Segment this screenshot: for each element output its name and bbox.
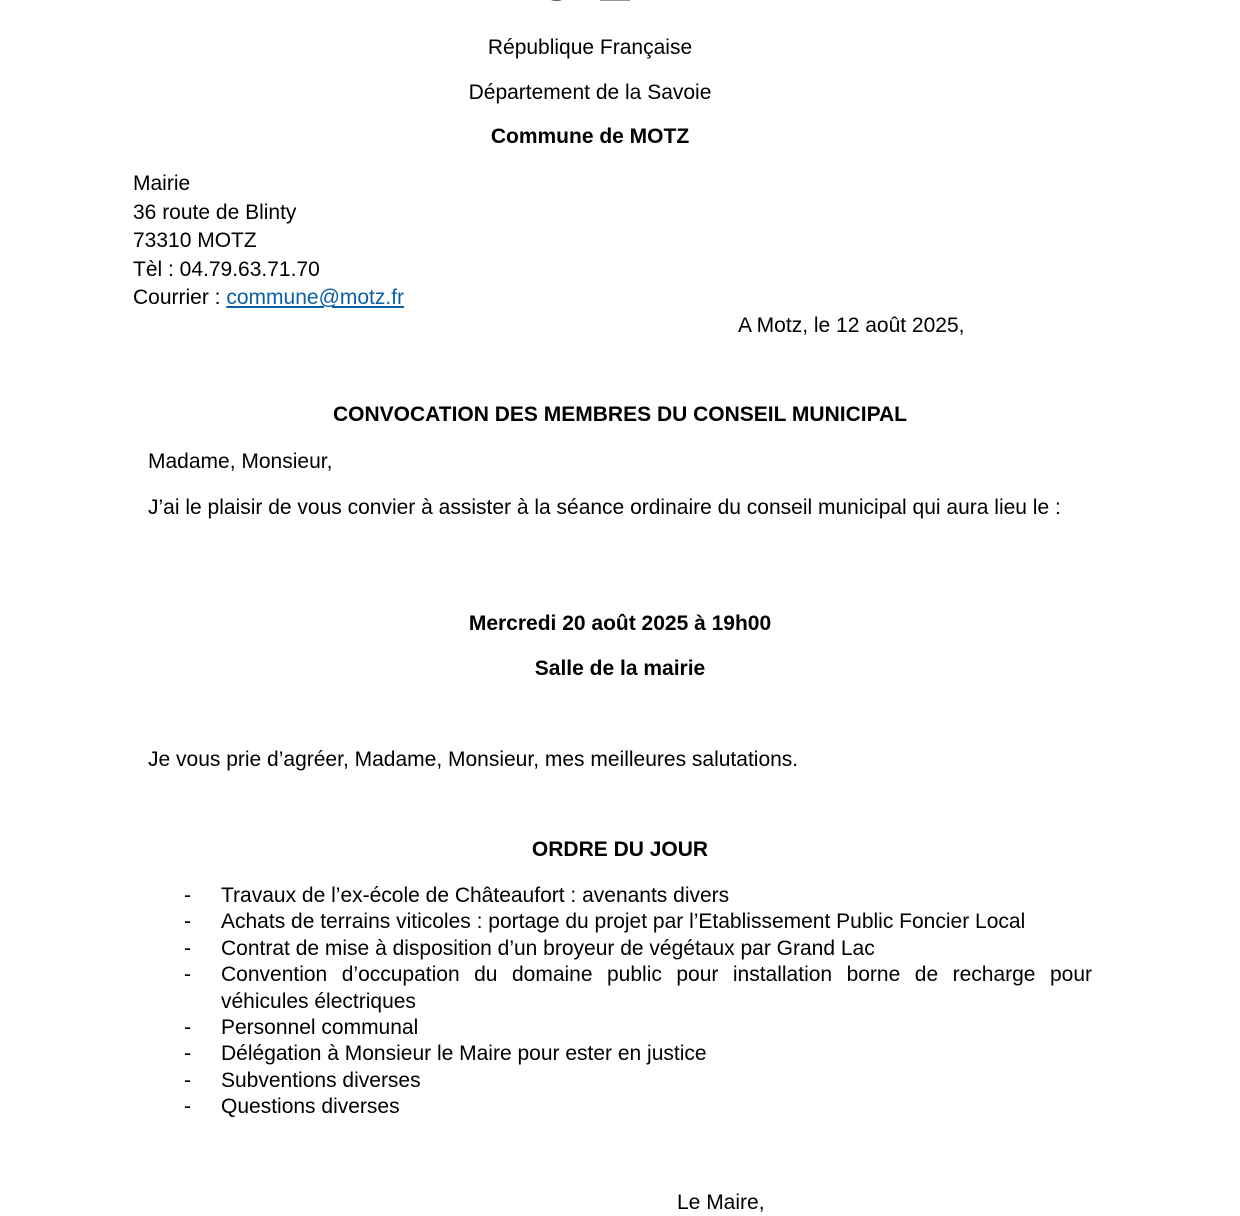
email-link[interactable]: commune@motz.fr bbox=[226, 286, 405, 310]
address-phone: Tèl : 04.79.63.71.70 bbox=[133, 257, 320, 281]
closing-salutation: Je vous prie d’agréer, Madame, Monsieur, mes meilleures salutations. bbox=[148, 748, 799, 771]
meeting-date: Mercredi 20 août 2025 à 19h00 bbox=[468, 612, 772, 635]
agenda-item-text: Convention d’occupation du domaine public pour installation borne de recharge pour véhicules électriques bbox=[221, 963, 1092, 1013]
address-line-city: 73310 MOTZ bbox=[133, 229, 257, 253]
agenda-item-text: Travaux de l’ex-école de Châteaufort : avenants divers bbox=[221, 884, 730, 907]
address-line-street: 36 route de Blinty bbox=[133, 200, 297, 224]
bullet-dash: - bbox=[184, 936, 191, 960]
document-title: CONVOCATION DES MEMBRES DU CONSEIL MUNICIPAL bbox=[332, 403, 908, 426]
agenda-list bbox=[184, 883, 1092, 1121]
agenda-item-text: Contrat de mise à disposition d’un broyeur de végétaux par Grand Lac bbox=[221, 936, 875, 960]
bullet-dash: - bbox=[184, 910, 191, 934]
sender-address bbox=[133, 170, 404, 313]
agenda-item bbox=[184, 909, 1092, 935]
bullet-dash: - bbox=[184, 1068, 191, 1092]
agenda-item bbox=[184, 1068, 1092, 1094]
agenda-item bbox=[184, 962, 1092, 1015]
address-mail-row bbox=[133, 284, 404, 313]
commune-name: Commune de MOTZ bbox=[490, 125, 690, 148]
agenda-item bbox=[184, 936, 1092, 962]
agenda-item-text: Subventions diverses bbox=[221, 1068, 421, 1092]
meeting-place: Salle de la mairie bbox=[534, 657, 706, 680]
agenda-item-text: Questions diverses bbox=[221, 1095, 400, 1119]
agenda-item-text: Délégation à Monsieur le Maire pour ester en justice bbox=[221, 1042, 707, 1066]
bullet-dash: - bbox=[184, 1042, 191, 1066]
agenda-item bbox=[184, 1015, 1092, 1041]
agenda-item-text: Achats de terrains viticoles : portage du projet par l’Etablissement Public Foncier Local bbox=[221, 910, 1026, 934]
signature: Le Maire, bbox=[677, 1191, 765, 1214]
bullet-dash: - bbox=[184, 963, 191, 987]
commune-logo bbox=[480, 0, 720, 16]
dateline: A Motz, le 12 août 2025, bbox=[738, 314, 965, 337]
agenda-title: ORDRE DU JOUR bbox=[531, 838, 709, 861]
country-name: République Française bbox=[487, 36, 693, 59]
mail-label: Courrier : bbox=[133, 286, 227, 310]
greeting: Madame, Monsieur, bbox=[148, 450, 333, 473]
agenda-item bbox=[184, 1041, 1092, 1067]
address-line-mairie: Mairie bbox=[133, 172, 191, 195]
agenda-item-text: Personnel communal bbox=[221, 1016, 419, 1040]
department-name: Département de la Savoie bbox=[468, 81, 712, 104]
bullet-dash: - bbox=[184, 884, 191, 907]
motz-logo-graphic bbox=[480, 0, 720, 16]
agenda-item bbox=[184, 883, 1092, 909]
bullet-dash: - bbox=[184, 1095, 191, 1119]
bullet-dash: - bbox=[184, 1016, 191, 1040]
agenda-item bbox=[184, 1094, 1092, 1120]
intro-paragraph: J’ai le plaisir de vous convier à assister à la séance ordinaire du conseil municipal qui aura lieu le : bbox=[148, 496, 1061, 519]
